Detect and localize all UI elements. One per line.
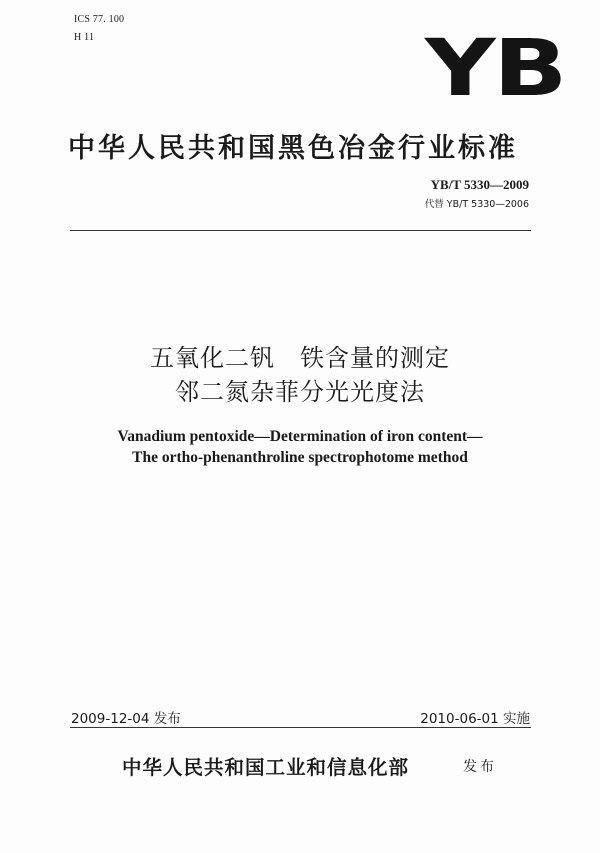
standard-number: YB/T 5330—2009 [430,177,529,192]
bottom-divider [70,727,531,728]
yb-logo: YB [425,24,565,114]
ics-code: ICS 77. 100 [74,14,125,25]
english-title-line-2: The ortho-phenanthroline spectrophotome method [132,449,468,466]
chinese-title-line-1: 五氧化二钒 铁含量的测定 [150,344,450,372]
english-title-line-1: Vanadium pentoxide—Determination of iron content— [117,428,483,445]
replaces-standard: 代替 YB/T 5330—2006 [424,199,529,210]
issue-date: 2009-12-04 发布 [71,711,181,727]
issuing-authority: 中华人民共和国工业和信息化部 [122,756,410,779]
ccs-code: H 11 [74,32,95,43]
top-divider [70,230,531,231]
implementation-date: 2010-06-01 实施 [420,711,530,727]
publish-label: 发布 [463,759,497,775]
standard-category-title: 中华人民共和国黑色冶金行业标准 [68,133,518,164]
chinese-title-line-2: 邻二氮杂菲分光光度法 [175,378,425,406]
